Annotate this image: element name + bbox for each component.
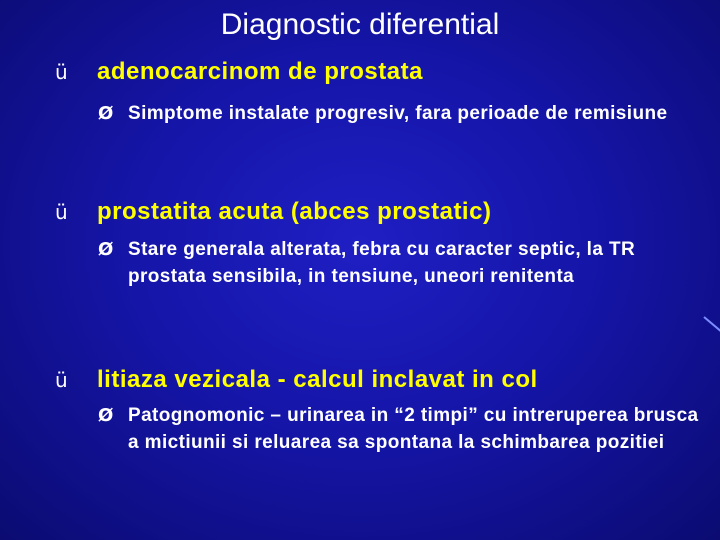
bullet-heading: prostatita acuta (abces prostatic) [97, 198, 492, 225]
arrow-bullet-icon: Ø [98, 405, 114, 426]
sub-bullet-text: Patognomonic – urinarea in “2 timpi” cu intreruperea brusca a mictiunii si reluarea sa spontana la schimbarea pozitiei [128, 405, 699, 453]
bullet-adenocarcinom [55, 58, 423, 86]
sub-bullet-prostatita [98, 236, 708, 290]
checkmark-icon: ü [55, 200, 69, 224]
sub-bullet-text: Simptome instalate progresiv, fara perioade de remisiune [128, 103, 668, 124]
bullet-prostatita [55, 198, 491, 226]
checkmark-icon: ü [55, 60, 69, 84]
sub-bullet-adenocarcinom [98, 100, 708, 127]
slide-title: Diagnostic diferential [220, 8, 500, 41]
arrow-bullet-icon: Ø [98, 239, 114, 260]
checkmark-icon: ü [55, 368, 69, 392]
bullet-litiaza [55, 366, 538, 394]
bullet-heading: litiaza vezicala - calcul inclavat in col [97, 366, 538, 393]
arrow-bullet-icon: Ø [98, 103, 114, 124]
bullet-heading: adenocarcinom de prostata [97, 58, 423, 85]
sub-bullet-litiaza [98, 402, 708, 456]
sub-bullet-text: Stare generala alterata, febra cu caracter septic, la TR prostata sensibila, in tensiune, uneori renitenta [128, 239, 636, 287]
decorative-line [703, 316, 720, 333]
